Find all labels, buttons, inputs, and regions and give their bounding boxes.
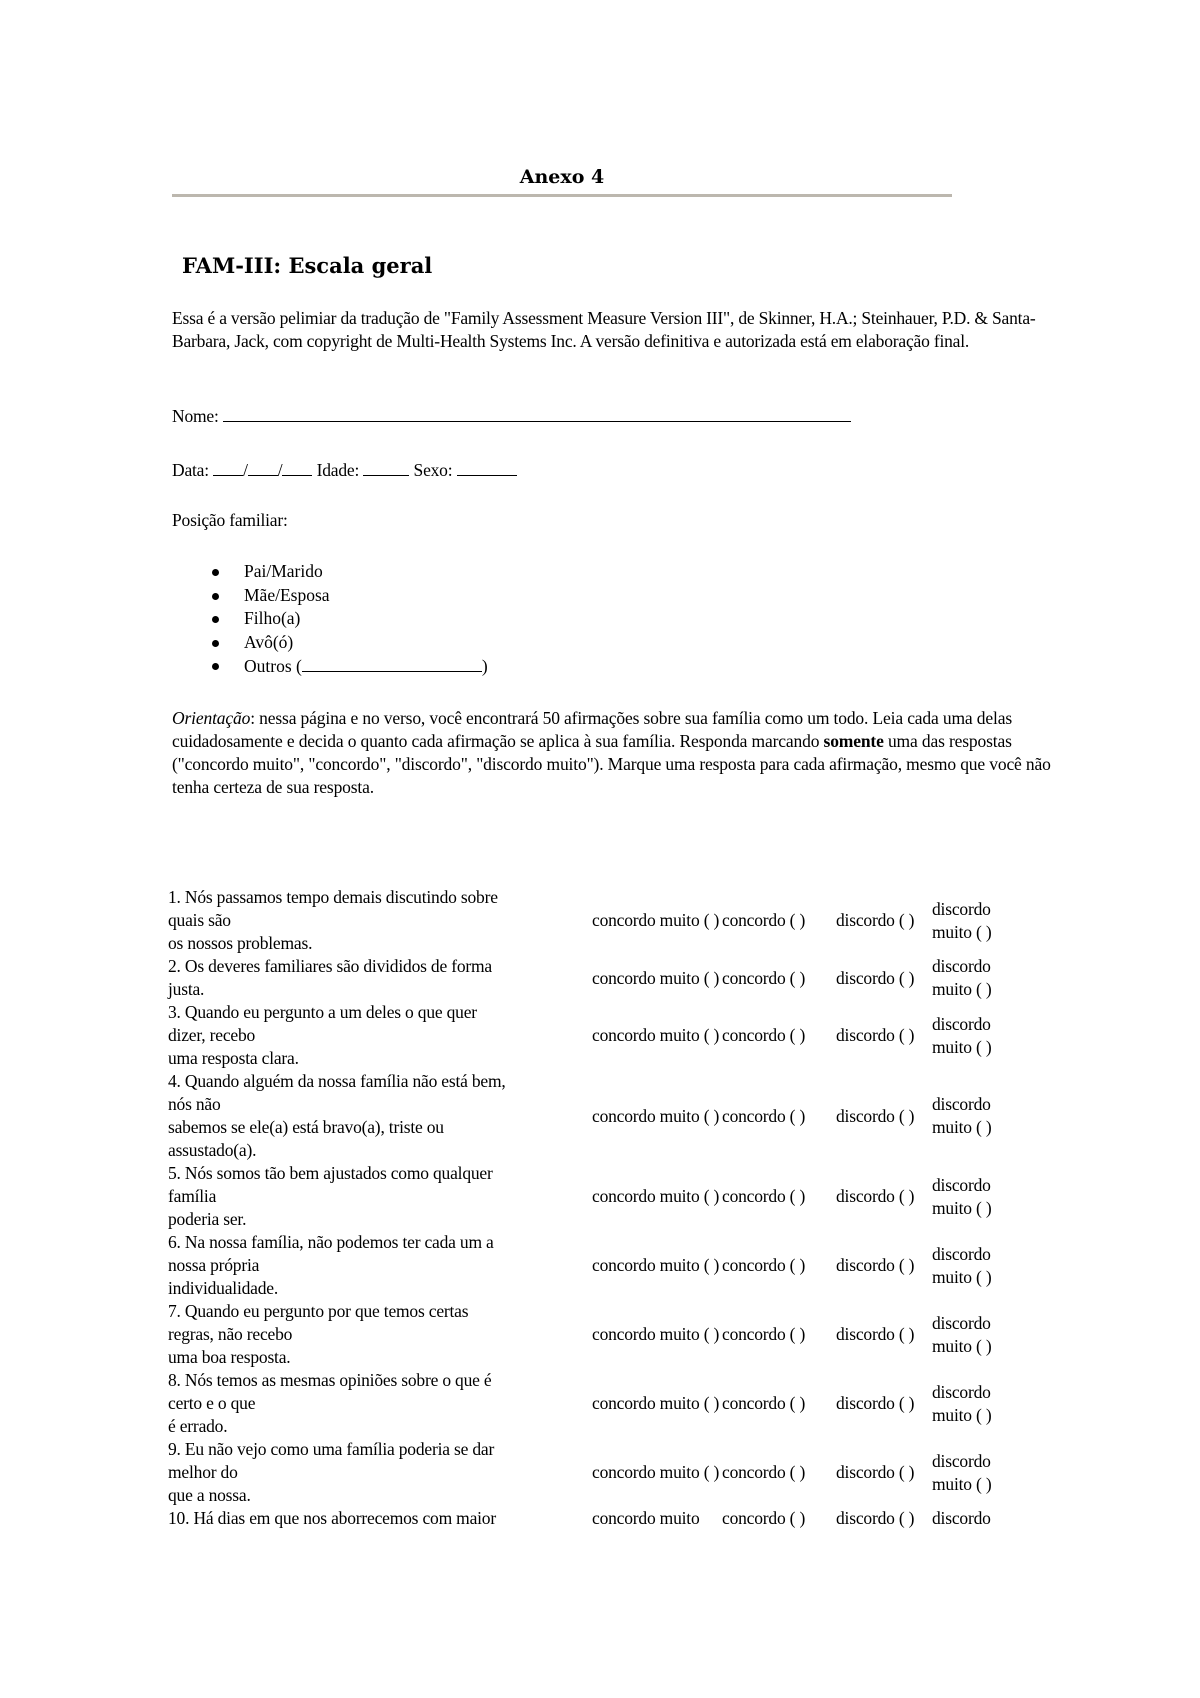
table-row xyxy=(166,1507,1012,1530)
option-agree-strong[interactable]: concordo muito ( ) xyxy=(592,1255,720,1275)
orientation-paragraph xyxy=(172,707,1052,799)
option-disagree-strong[interactable]: discordo muito ( ) xyxy=(932,1381,992,1425)
option-disagree-strong[interactable]: discordo xyxy=(932,1508,991,1528)
option-disagree-strong[interactable]: discordo muito ( ) xyxy=(932,956,992,999)
question-line: uma resposta clara. xyxy=(168,1048,299,1068)
option-agree-strong[interactable]: concordo muito ( ) xyxy=(592,1105,720,1126)
option-agree[interactable]: concordo ( ) xyxy=(722,967,806,988)
question-line: é errado. xyxy=(168,1416,228,1436)
option-agree[interactable]: concordo ( ) xyxy=(722,1105,806,1126)
question-line: justa. xyxy=(168,979,205,999)
date-separator: / xyxy=(243,460,248,480)
table-row xyxy=(166,1001,1012,1070)
bullet-icon xyxy=(212,616,219,623)
table-row xyxy=(166,955,1012,1001)
date-day-blank[interactable] xyxy=(213,458,243,476)
option-agree-strong[interactable]: concordo muito ( ) xyxy=(592,1393,720,1413)
option-agree[interactable]: concordo ( ) xyxy=(722,1393,806,1413)
question-text xyxy=(166,1001,582,1070)
list-item[interactable] xyxy=(200,631,488,655)
option-agree-strong[interactable]: concordo muito ( ) xyxy=(592,1324,720,1344)
list-item-label: Filho(a) xyxy=(244,608,301,628)
table-row xyxy=(166,1369,1012,1438)
question-line: quais são xyxy=(168,910,231,930)
question-line: nós não xyxy=(168,1094,221,1114)
family-position-label: Posição familiar: xyxy=(172,510,288,530)
sex-label: Sexo: xyxy=(413,460,453,480)
question-text xyxy=(166,1300,582,1369)
others-blank[interactable] xyxy=(302,654,482,672)
annex-title: Anexo 4 xyxy=(519,166,605,188)
table-row xyxy=(166,1162,1012,1231)
orientation-text-1: : nessa página e no verso, você encontrará 50 afirmações sobre sua família como um todo. Leia cada uma delas cuidadosamente e decida o quanto cada afirmação se aplica à sua família. Responda marcando xyxy=(172,708,1012,751)
question-line: melhor do xyxy=(168,1462,238,1482)
option-disagree[interactable]: discordo ( ) xyxy=(836,1255,915,1275)
question-line: 3. Quando eu pergunto a um deles o que quer xyxy=(168,1002,477,1022)
list-item-label: Mãe/Esposa xyxy=(244,584,330,605)
option-disagree-strong[interactable]: discordo muito ( ) xyxy=(932,1243,992,1287)
question-line: poderia ser. xyxy=(168,1209,247,1229)
option-disagree[interactable]: discordo ( ) xyxy=(836,1462,915,1482)
list-item[interactable] xyxy=(200,654,488,679)
question-line: que a nossa. xyxy=(168,1485,251,1505)
option-disagree[interactable]: discordo ( ) xyxy=(836,1508,915,1528)
question-line: 9. Eu não vejo como uma família poderia se dar xyxy=(168,1439,495,1459)
question-text xyxy=(166,955,582,1001)
option-disagree-strong[interactable]: discordo muito ( ) xyxy=(932,1013,992,1057)
date-year-blank[interactable] xyxy=(282,458,312,476)
table-row xyxy=(166,1300,1012,1369)
question-line: família xyxy=(168,1186,217,1206)
option-agree-strong[interactable]: concordo muito ( ) xyxy=(592,1025,720,1045)
orientation-emphasis: somente xyxy=(823,731,884,751)
others-close-paren: ) xyxy=(481,656,488,676)
question-line: 10. Há dias em que nos aborrecemos com maior xyxy=(168,1508,496,1528)
question-line: 8. Nós temos as mesmas opiniões sobre o que é xyxy=(168,1370,492,1390)
question-line: 7. Quando eu pergunto por que temos certas xyxy=(168,1301,469,1321)
option-agree-strong[interactable]: concordo muito ( ) xyxy=(592,910,720,930)
list-item[interactable] xyxy=(200,560,488,584)
scale-title: FAM-III: Escala geral xyxy=(182,253,433,278)
question-text xyxy=(166,1231,582,1300)
intro-paragraph: Essa é a versão pelimiar da tradução de "Family Assessment Measure Version III", de Skinner, H.A.; Steinhauer, P.D. & Santa-Barbara, Jack, com copyright de Multi-Health Systems Inc. A versão definitiva e autorizada está em elaboração final. xyxy=(172,308,1036,351)
question-line: os nossos problemas. xyxy=(168,933,313,953)
list-item[interactable] xyxy=(200,607,488,631)
option-disagree-strong[interactable]: discordo muito ( ) xyxy=(932,898,992,942)
sex-blank[interactable] xyxy=(457,458,517,476)
option-agree[interactable]: concordo ( ) xyxy=(722,910,806,930)
question-text xyxy=(166,1507,582,1530)
question-line: certo e o que xyxy=(168,1393,256,1413)
question-text xyxy=(166,1162,582,1231)
option-agree[interactable]: concordo ( ) xyxy=(722,1462,806,1482)
bullet-icon xyxy=(212,640,219,647)
option-agree-strong[interactable]: concordo muito ( ) xyxy=(592,967,720,988)
option-disagree[interactable]: discordo ( ) xyxy=(836,1105,915,1126)
family-position-list xyxy=(200,560,488,679)
table-row xyxy=(166,1070,1012,1162)
question-line: sabemos se ele(a) está bravo(a), triste ou xyxy=(168,1117,444,1137)
question-line: individualidade. xyxy=(168,1278,279,1298)
option-agree-strong[interactable]: concordo muito ( ) xyxy=(592,1186,720,1206)
question-line: 6. Na nossa família, não podemos ter cada um a xyxy=(168,1232,494,1252)
option-disagree-strong[interactable]: discordo muito ( ) xyxy=(932,1174,992,1218)
list-item-label: Avô(ó) xyxy=(244,631,294,652)
table-row xyxy=(166,886,1012,955)
list-item[interactable] xyxy=(200,584,488,608)
question-text xyxy=(166,886,582,955)
questions-table xyxy=(166,886,1012,1530)
question-line: assustado(a). xyxy=(168,1140,257,1160)
option-disagree[interactable]: discordo ( ) xyxy=(836,910,915,930)
bullet-icon xyxy=(212,663,219,670)
orientation-label: Orientação xyxy=(172,708,251,728)
question-line: nossa própria xyxy=(168,1255,260,1275)
option-agree[interactable]: concordo ( ) xyxy=(722,1186,806,1206)
question-line: 5. Nós somos tão bem ajustados como qualquer xyxy=(168,1163,493,1183)
option-disagree-strong[interactable]: discordo muito ( ) xyxy=(932,1094,992,1137)
question-text xyxy=(166,1438,582,1507)
date-separator: / xyxy=(277,460,283,480)
name-blank[interactable] xyxy=(223,404,851,422)
name-field xyxy=(172,404,851,428)
option-agree[interactable]: concordo ( ) xyxy=(722,1255,806,1275)
date-month-blank[interactable] xyxy=(248,458,278,476)
date-age-sex-field xyxy=(172,458,517,482)
option-disagree-strong[interactable]: discordo muito ( ) xyxy=(932,1450,992,1494)
option-agree[interactable]: concordo ( ) xyxy=(722,1508,806,1528)
list-item-label: Pai/Marido xyxy=(244,561,323,581)
question-line: uma boa resposta. xyxy=(168,1347,291,1367)
list-item-label: Outros ( xyxy=(244,656,302,676)
age-blank[interactable] xyxy=(363,458,409,476)
option-disagree[interactable]: discordo ( ) xyxy=(836,1393,915,1413)
date-label: Data: xyxy=(172,460,209,480)
option-agree-strong[interactable]: concordo muito xyxy=(592,1508,700,1528)
question-text xyxy=(166,1369,582,1438)
orientation-text-2: uma das respostas ("concordo muito", "concordo", "discordo", "discordo muito"). Marque uma resposta para cada afirmação, mesmo que você não tenha certeza de sua resposta. xyxy=(172,731,1051,797)
question-line: regras, não recebo xyxy=(168,1324,293,1344)
question-line: 4. Quando alguém da nossa família não está bem, xyxy=(168,1071,506,1091)
option-disagree-strong[interactable]: discordo muito ( ) xyxy=(932,1312,992,1356)
option-disagree[interactable]: discordo ( ) xyxy=(836,967,915,988)
table-row xyxy=(166,1438,1012,1507)
question-line: 1. Nós passamos tempo demais discutindo sobre xyxy=(168,887,498,907)
question-line: 2. Os deveres familiares são divididos de forma xyxy=(168,956,492,976)
option-agree-strong[interactable]: concordo muito ( ) xyxy=(592,1462,720,1482)
bullet-icon xyxy=(212,593,219,600)
option-disagree[interactable]: discordo ( ) xyxy=(836,1324,915,1344)
option-agree[interactable]: concordo ( ) xyxy=(722,1324,806,1344)
bullet-icon xyxy=(212,569,219,576)
table-row xyxy=(166,1231,1012,1300)
question-line: dizer, recebo xyxy=(168,1025,256,1045)
option-agree[interactable]: concordo ( ) xyxy=(722,1025,806,1045)
name-label: Nome: xyxy=(172,406,219,426)
question-text xyxy=(166,1070,582,1162)
option-disagree[interactable]: discordo ( ) xyxy=(836,1186,915,1206)
title-rule xyxy=(172,194,952,197)
option-disagree[interactable]: discordo ( ) xyxy=(836,1025,915,1045)
age-label: Idade: xyxy=(316,460,360,480)
